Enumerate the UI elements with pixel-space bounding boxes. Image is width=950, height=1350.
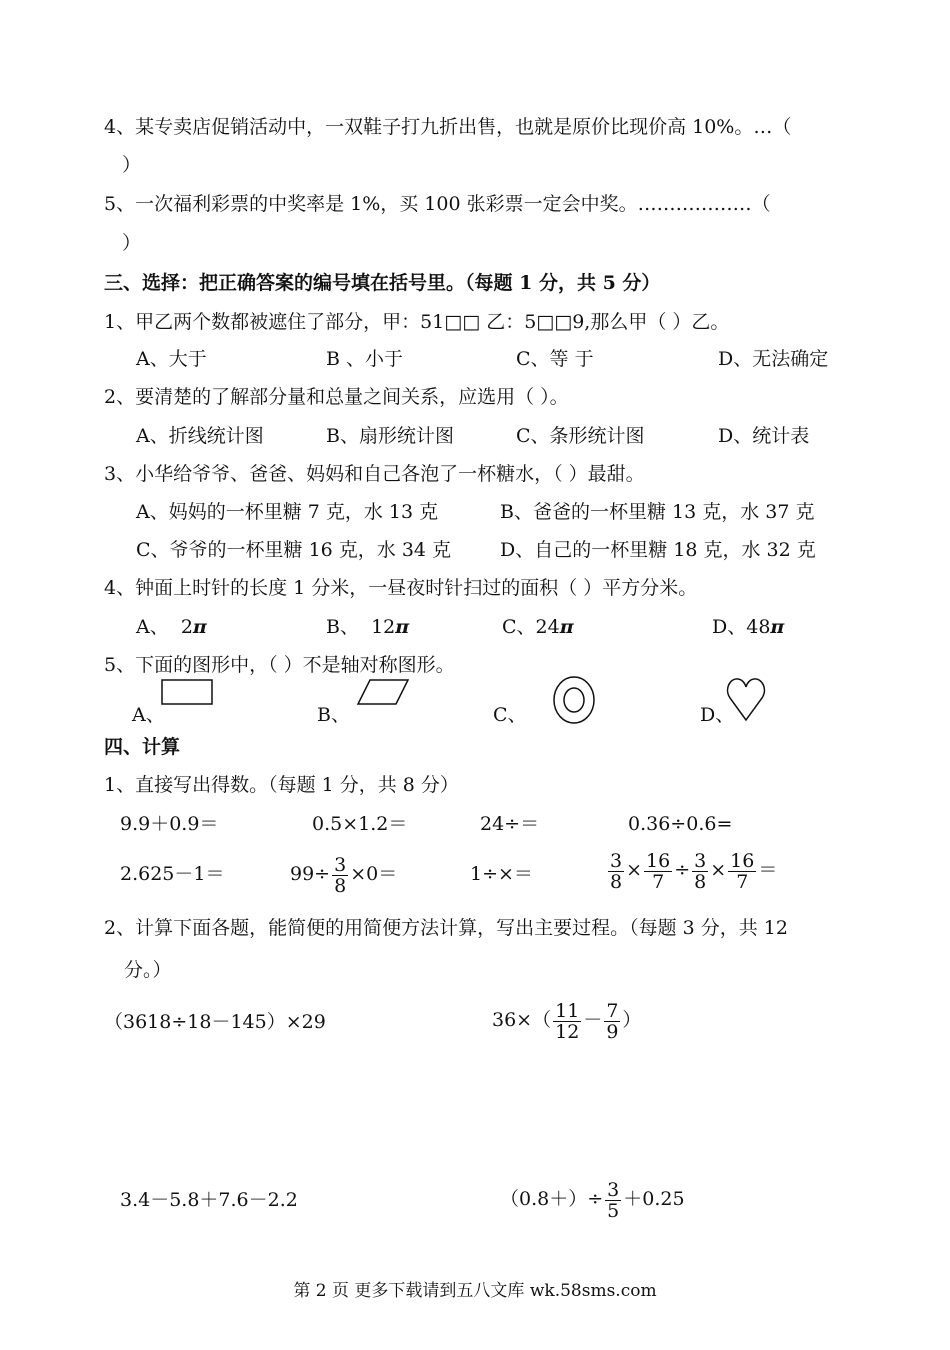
choice-q4-opt-c: C、24π [502,616,574,638]
choice-q4-opt-b: B、 12π [326,616,410,638]
calc-p2-title-line1: 2、计算下面各题，能简便的用简便方法计算，写出主要过程。（每题 3 分，共 12 [104,917,788,939]
choice-q4-opt-a: A、 2π [136,616,207,638]
choice-q5-opt-a: A、 [132,704,165,726]
judge-q4-line2: ） [122,154,142,176]
choice-q2-opt-b: B、扇形统计图 [326,425,454,447]
calc-p1-title: 1、直接写出得数。（每题 1 分，共 8 分） [104,774,459,796]
choice-q2-opt-a: A、折线统计图 [136,425,264,447]
judge-q5-line2: ） [122,232,142,254]
choice-q5-opt-c: C、 [493,704,527,726]
page-footer: 第 2 页 更多下载请到五八文库 wk.58sms.com [293,1281,657,1301]
choice-q3-opt-c: C、爷爷的一杯里糖 16 克，水 34 克 [136,539,452,561]
calc-row2-c: 1÷×＝ [470,863,533,885]
calc-heading: 四、计算 [104,736,181,758]
concentric-circles-shape [550,674,598,726]
judge-q5-line1: 5、一次福利彩票的中奖率是 1%，买 100 张彩票一定会中奖。………………（ [104,193,771,215]
choice-q2-opt-c: C、条形统计图 [516,425,645,447]
fraction: $\frac{3}{8}$ [610,849,623,893]
fraction: $\frac{16}{7}$ [646,849,671,893]
fraction: $\frac{11}{12}$ [555,999,580,1043]
choice-q1-opt-d: D、无法确定 [718,348,829,370]
fraction: $\frac{16}{7}$ [730,849,755,893]
rectangle-shape [160,678,214,706]
calc-row2-d: $\frac{3}{8}$ × $\frac{16}{7}$ ÷ $\frac{3}{8}$ × $\frac{16}{7}$ ＝ [610,849,778,893]
choice-q2-opt-d: D、统计表 [718,425,810,447]
calc-row1-b: 0.5×1.2＝ [312,813,408,835]
parallelogram-shape [356,678,410,706]
choice-q3: 3、小华给爷爷、爸爸、妈妈和自己各泡了一杯糖水，（ ）最甜。 [104,463,645,485]
choice-q3-opt-b: B、爸爸的一杯里糖 13 克，水 37 克 [500,501,815,523]
calc-expr-3: 3.4－5.8＋7.6－2.2 [120,1189,298,1211]
calc-row1-a: 9.9＋0.9＝ [120,813,219,835]
choice-q1: 1、甲乙两个数都被遮住了部分，甲：51□□ 乙：5□□9,那么甲（ ）乙。 [104,311,730,333]
judge-q4-line1: 4、某专卖店促销活动中，一双鞋子打九折出售，也就是原价比现价高 10%。…（ [104,116,792,138]
choice-q5: 5、下面的图形中，（ ）不是轴对称图形。 [104,654,455,676]
choice-q4: 4、钟面上时针的长度 1 分米，一昼夜时针扫过的面积（ ）平方分米。 [104,577,698,599]
choice-q2: 2、要清楚的了解部分量和总量之间关系，应选用（ ）。 [104,386,569,408]
calc-row1-c: 24÷＝ [480,813,540,835]
calc-expr-2: 36×（ $\frac{11}{12}$ － $\frac{7}{9}$ ） [492,999,642,1043]
calc-row2-a: 2.625－1＝ [120,863,225,885]
fraction: $\frac{3}{8}$ [694,849,707,893]
calc-p2-title-line2: 分。） [124,959,172,981]
choice-q4-opt-d: D、48π [712,616,785,638]
calc-expr-4: （0.8＋）÷ $\frac{3}{5}$ ＋0.25 [500,1178,685,1222]
choice-heading: 三、选择：把正确答案的编号填在括号里。（每题 1 分，共 5 分） [104,272,661,294]
choice-q1-opt-a: A、大于 [136,348,207,370]
fraction: $\frac{7}{9}$ [606,999,619,1043]
calc-row2-b: 99÷ $\frac{3}{8}$ ×0＝ [290,853,398,897]
fraction: $\frac{3}{5}$ [607,1178,620,1222]
choice-q3-opt-a: A、妈妈的一杯里糖 7 克，水 13 克 [136,501,439,523]
choice-q5-opt-d: D、 [700,704,735,726]
fraction: $\frac{3}{8}$ [334,853,347,897]
heart-shape [726,676,766,722]
choice-q3-opt-d: D、自己的一杯里糖 18 克，水 32 克 [500,539,816,561]
choice-q1-opt-c: C、等 于 [516,348,594,370]
choice-q5-opt-b: B、 [317,704,350,726]
choice-q1-opt-b: B 、小于 [326,348,404,370]
calc-expr-1: （3618÷18－145）×29 [104,1011,326,1033]
calc-row1-d: 0.36÷0.6= [628,813,733,835]
